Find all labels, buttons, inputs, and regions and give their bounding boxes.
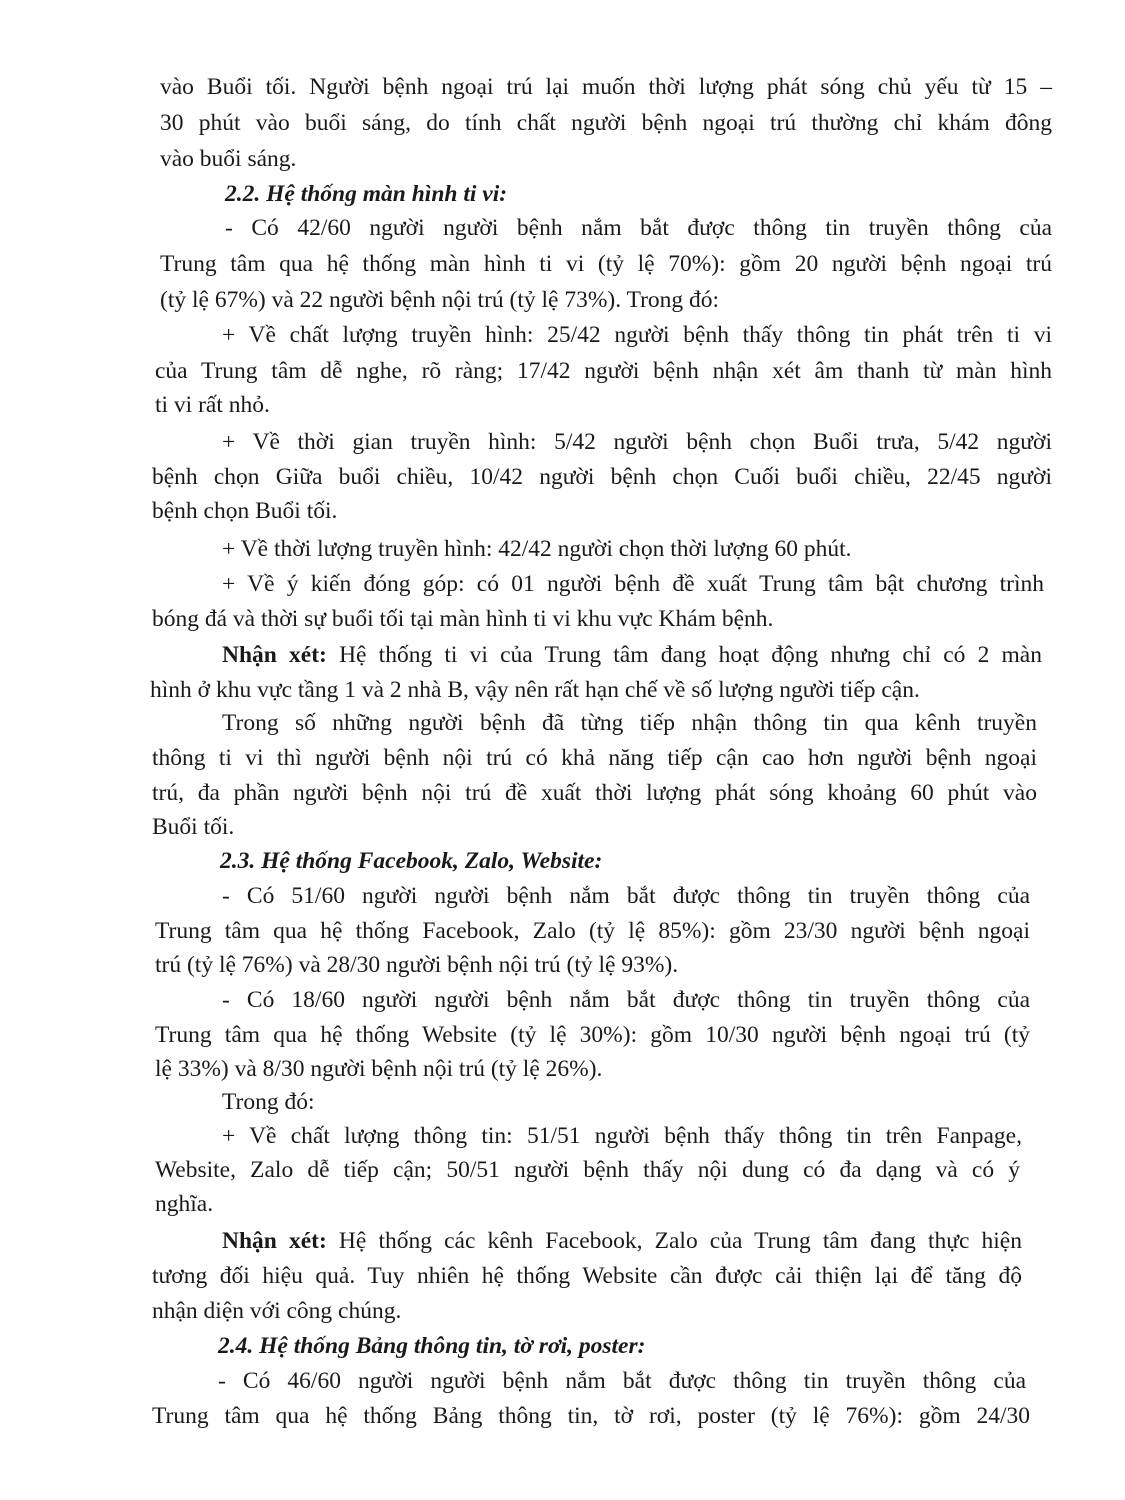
- paragraph-line: thông ti vi thì người bệnh nội trú có khả năng tiếp cận cao hơn người bệnh ngoại: [152, 745, 1037, 771]
- paragraph-line: bóng đá và thời sự buổi tối tại màn hình ti vi khu vực Khám bệnh.: [152, 606, 774, 632]
- remark-line: [222, 640, 1042, 670]
- paragraph-line: Trung tâm qua hệ thống Facebook, Zalo (tỷ lệ 85%): gồm 23/30 người bệnh ngoại: [155, 918, 1030, 944]
- paragraph-line: 30 phút vào buổi sáng, do tính chất người bệnh ngoại trú thường chỉ khám đông: [160, 110, 1052, 136]
- section-heading-2-4: 2.4. Hệ thống Bảng thông tin, tờ rơi, poster:: [218, 1333, 646, 1359]
- paragraph-line: - Có 42/60 người người bệnh nắm bắt được thông tin truyền thông của: [225, 215, 1052, 241]
- paragraph-line: Buổi tối.: [152, 814, 235, 840]
- remark-text: Hệ thống các kênh Facebook, Zalo của Trung tâm đang thực hiện: [326, 1228, 1022, 1254]
- paragraph-line: trú, đa phần người bệnh nội trú đề xuất thời lượng phát sóng khoảng 60 phút vào: [152, 780, 1037, 806]
- paragraph-line: của Trung tâm dễ nghe, rõ ràng; 17/42 người bệnh nhận xét âm thanh từ màn hình: [155, 358, 1052, 384]
- paragraph-line: Trung tâm qua hệ thống Website (tỷ lệ 30%): gồm 10/30 người bệnh ngoại trú (tỷ: [155, 1022, 1030, 1048]
- paragraph-line: vào Buổi tối. Người bệnh ngoại trú lại muốn thời lượng phát sóng chủ yếu từ 15 –: [160, 74, 1052, 100]
- paragraph-line: + Về ý kiến đóng góp: có 01 người bệnh đề xuất Trung tâm bật chương trình: [222, 571, 1044, 597]
- paragraph-line: nghĩa.: [155, 1191, 214, 1217]
- paragraph-line: - Có 51/60 người người bệnh nắm bắt được thông tin truyền thông của: [222, 883, 1030, 909]
- section-heading-2-2: 2.2. Hệ thống màn hình ti vi:: [225, 181, 508, 207]
- remark-label: Nhận xét:: [222, 1228, 327, 1254]
- paragraph-line: tương đối hiệu quả. Tuy nhiên hệ thống Website cần được cải thiện lại để tăng độ: [152, 1263, 1022, 1289]
- paragraph-line: bệnh chọn Buổi tối.: [152, 498, 338, 524]
- paragraph-line: lệ 33%) và 8/30 người bệnh nội trú (tỷ lệ 26%).: [155, 1056, 603, 1082]
- paragraph-line: nhận diện với công chúng.: [152, 1298, 402, 1324]
- paragraph-line: (tỷ lệ 67%) và 22 người bệnh nội trú (tỷ lệ 73%). Trong đó:: [160, 287, 720, 313]
- paragraph-line: + Về thời gian truyền hình: 5/42 người bệnh chọn Buổi trưa, 5/42 người: [222, 429, 1052, 455]
- paragraph-line: vào buổi sáng.: [160, 146, 297, 172]
- section-heading-2-3: 2.3. Hệ thống Facebook, Zalo, Website:: [220, 848, 603, 874]
- paragraph-line: Trong đó:: [222, 1089, 315, 1115]
- remark-text: Hệ thống ti vi của Trung tâm đang hoạt động nhưng chỉ có 2 màn: [326, 642, 1042, 668]
- paragraph-line: - Có 18/60 người người bệnh nắm bắt được thông tin truyền thông của: [222, 987, 1030, 1013]
- paragraph-line: bệnh chọn Giữa buổi chiều, 10/42 người bệnh chọn Cuối buổi chiều, 22/45 người: [152, 464, 1052, 490]
- paragraph-line: Trung tâm qua hệ thống Bảng thông tin, tờ rơi, poster (tỷ lệ 76%): gồm 24/30: [152, 1403, 1030, 1429]
- remark-line: [222, 1226, 1022, 1256]
- paragraph-line: Trong số những người bệnh đã từng tiếp nhận thông tin qua kênh truyền: [222, 710, 1037, 736]
- paragraph-line: + Về chất lượng thông tin: 51/51 người bệnh thấy thông tin trên Fanpage,: [222, 1123, 1022, 1149]
- paragraph-line: + Về chất lượng truyền hình: 25/42 người bệnh thấy thông tin phát trên ti vi: [222, 322, 1052, 348]
- paragraph-line: Website, Zalo dễ tiếp cận; 50/51 người bệnh thấy nội dung có đa dạng và có ý: [155, 1157, 1020, 1183]
- paragraph-line: - Có 46/60 người người bệnh nắm bắt được thông tin truyền thông của: [218, 1368, 1026, 1394]
- remark-label: Nhận xét:: [222, 642, 327, 668]
- paragraph-line: + Về thời lượng truyền hình: 42/42 người chọn thời lượng 60 phút.: [222, 536, 852, 562]
- paragraph-line: Trung tâm qua hệ thống màn hình ti vi (tỷ lệ 70%): gồm 20 người bệnh ngoại trú: [160, 251, 1052, 277]
- paragraph-line: hình ở khu vực tầng 1 và 2 nhà B, vậy nên rất hạn chế về số lượng người tiếp cận.: [150, 677, 920, 703]
- paragraph-line: ti vi rất nhỏ.: [155, 392, 270, 418]
- paragraph-line: trú (tỷ lệ 76%) và 28/30 người bệnh nội trú (tỷ lệ 93%).: [155, 952, 679, 978]
